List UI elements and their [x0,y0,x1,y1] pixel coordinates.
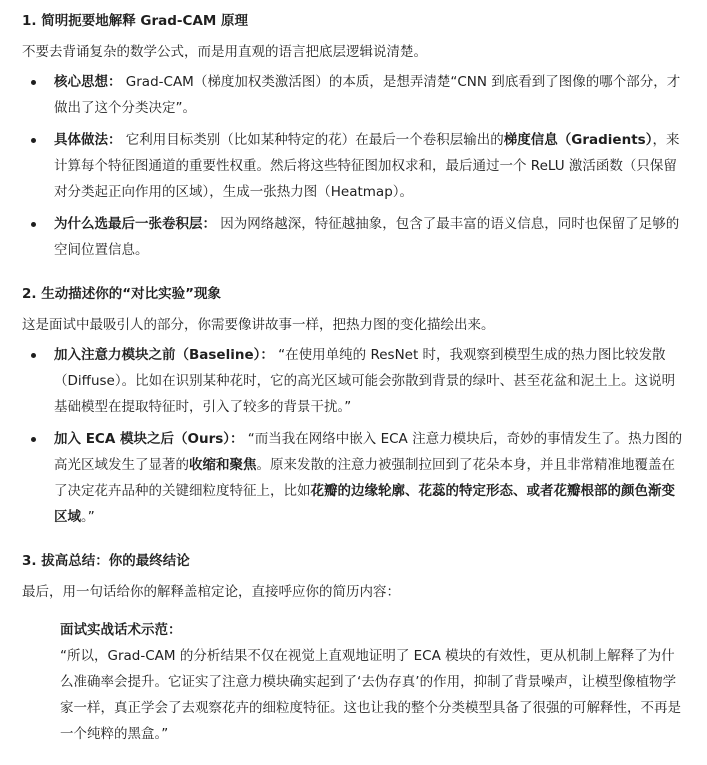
item-label: 具体做法： [54,132,122,148]
item-text: 因为网络越深，特征越抽象，包含了最丰富的语义信息，同时也保留了足够的空间位置信息。 [54,216,680,258]
section-intro: 最后，用一句话给你的解释盖棺定论，直接呼应你的简历内容： [22,584,400,600]
section-conclusion [22,548,683,747]
section-gradcam-principle [22,8,683,263]
bullet-list [22,69,683,263]
sample-script-text: “所以，Grad-CAM 的分析结果不仅在视觉上直观地证明了 ECA 模块的有效性，更从机制上解释了为什么准确率会提升。它证实了注意力模块确实起到了‘去伪存真’的作用，抑制了背景噪声，让模型像植物学家一样，真正学会了去观察花卉的细粒度特征。这也让我的整个分类模型具备了很强的可解释性，不再是一个纯粹的黑盒。” [60,648,681,742]
bullet-list [22,342,683,530]
list-item [22,211,683,263]
item-label: 加入 ECA 模块之后（Ours）： [54,431,244,447]
item-text: “在使用单纯的 ResNet 时，我观察到模型生成的热力图比较发散（Diffuse）。比如在识别某种花时，它的高光区域可能会弥散到背景的绿叶、甚至花盆和泥土上。这说明基础模型在提取特征时，引入了较多的背景干扰。” [54,347,676,415]
section-heading: 1. 简明扼要地解释 Grad-CAM 原理 [22,13,249,29]
sample-script-block [60,617,683,747]
list-item [22,342,683,420]
sample-script-title: 面试实战话术示范： [60,622,182,638]
list-item [22,426,683,530]
section-heading: 2. 生动描述你的“对比实验”现象 [22,286,221,302]
item-emphasis: 收缩和聚焦 [189,457,257,473]
item-text: 它利用目标类别（比如某种特定的花）在最后一个卷积层输出的 [121,132,504,148]
item-text: 。原来发散的注意力被强制拉回到了花朵本身，并且非常精准地覆盖在了决定花卉品种的关键细粒度特征上，比如 [54,457,675,499]
section-contrast-experiment [22,281,683,530]
section-heading: 3. 拔高总结：你的最终结论 [22,553,190,569]
bullet-dot-icon [31,353,36,358]
item-text: Grad-CAM（梯度加权类激活图）的本质，是想弄清楚“CNN 到底看到了图像的哪个部分，才做出了这个分类决定”。 [54,74,681,116]
item-text: ，来计算每个特征图通道的重要性权重。然后将这些特征图加权求和，最后通过一个 ReLU 激活函数（只保留对分类起正向作用的区域），生成一张热力图（Heatmap）。 [54,132,680,200]
item-emphasis: 花瓣的边缘轮廓、花蕊的特定形态、或者花瓣根部的颜色渐变区域 [54,483,675,525]
bullet-dot-icon [31,222,36,227]
bullet-dot-icon [31,80,36,85]
item-label: 为什么选最后一张卷积层： [54,216,216,232]
item-text: “而当我在网络中嵌入 ECA 注意力模块后，奇妙的事情发生了。热力图的高光区域发生了显著的 [54,431,683,473]
list-item [22,69,683,121]
item-text: 。” [81,509,95,525]
list-item [22,127,683,205]
bullet-dot-icon [31,437,36,442]
section-intro: 这是面试中最吸引人的部分，你需要像讲故事一样，把热力图的变化描绘出来。 [22,317,495,333]
item-emphasis: 梯度信息（Gradients） [503,132,653,148]
bullet-dot-icon [31,138,36,143]
section-intro: 不要去背诵复杂的数学公式，而是用直观的语言把底层逻辑说清楚。 [22,44,427,60]
item-label: 核心思想： [54,74,122,90]
item-label: 加入注意力模块之前（Baseline）： [54,347,274,363]
